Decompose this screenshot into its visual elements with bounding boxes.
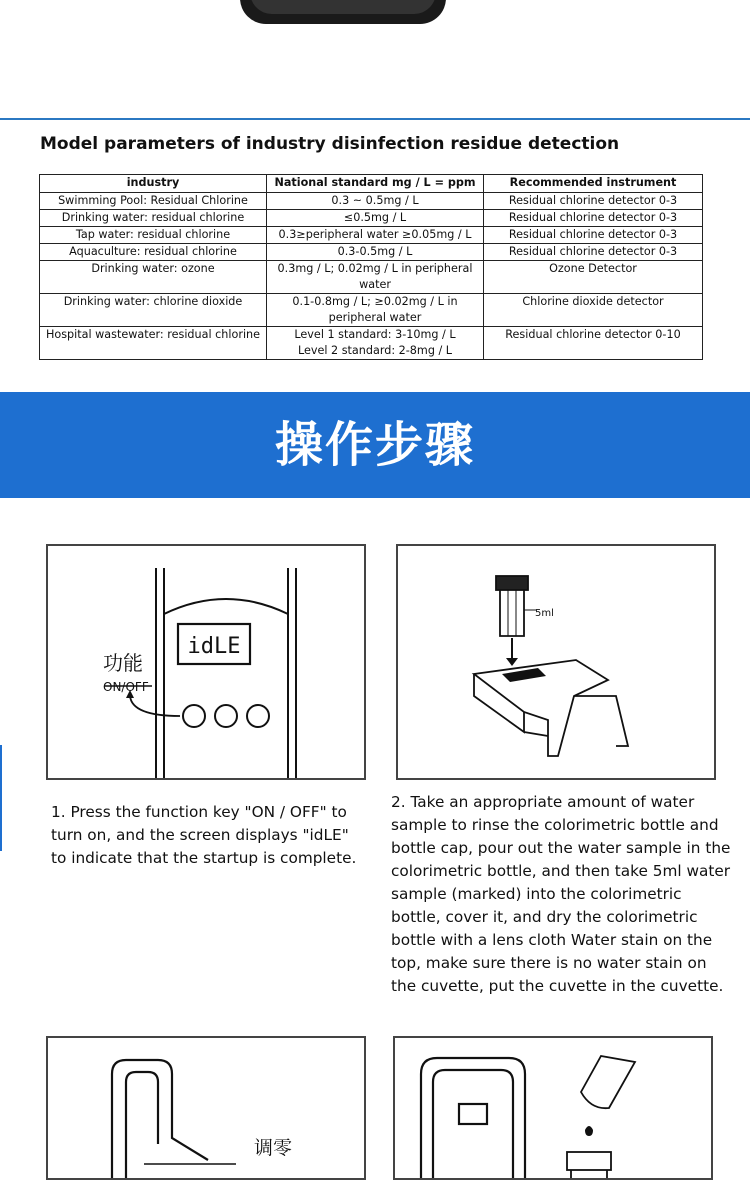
table-cell: Chlorine dioxide detector <box>484 294 703 327</box>
meter-power-on-illustration <box>48 546 364 778</box>
table-cell: 0.3 ~ 0.5mg / L <box>267 193 484 210</box>
parameters-table <box>39 174 703 360</box>
table-cell: Drinking water: ozone <box>40 261 267 294</box>
section-divider <box>0 118 750 120</box>
table-cell: Tap water: residual chlorine <box>40 227 267 244</box>
table-cell: 0.3mg / L; 0.02mg / L in peripheral water <box>267 261 484 294</box>
table-cell: Residual chlorine detector 0-3 <box>484 244 703 261</box>
table-cell: Residual chlorine detector 0-3 <box>484 227 703 244</box>
step-1-illustration <box>46 544 366 780</box>
step-2-illustration <box>396 544 716 780</box>
step-4-illustration <box>393 1036 713 1180</box>
table-header-row <box>40 175 703 193</box>
table-cell: Swimming Pool: Residual Chlorine <box>40 193 267 210</box>
zero-label-cn: 调零 <box>254 1137 293 1159</box>
table-cell: 0.3≥peripheral water ≥0.05mg / L <box>267 227 484 244</box>
column-header-instrument: Recommended instrument <box>484 175 703 193</box>
cuvette-insertion-illustration <box>398 546 714 778</box>
table-cell: Ozone Detector <box>484 261 703 294</box>
table-row <box>40 227 703 244</box>
table-cell: Residual chlorine detector 0-10 <box>484 327 703 360</box>
table-cell: Residual chlorine detector 0-3 <box>484 193 703 210</box>
table-cell: Drinking water: residual chlorine <box>40 210 267 227</box>
table-cell: Residual chlorine detector 0-3 <box>484 210 703 227</box>
table-cell: Drinking water: chlorine dioxide <box>40 294 267 327</box>
step-2-description: 2. Take an appropriate amount of water sample to rinse the colorimetric bottle and bottle cap, pour out the water sample in the colorimetric bottle, and then take 5ml water sample (marked) into the colorimetric bottle, cover it, and dry the colorimetric bottle with a lens cloth Water stain on the top, make sure there is no water stain on the cuvette, put the cuvette in the cuvette. <box>391 793 731 995</box>
table-cell: Hospital wastewater: residual chlorine <box>40 327 267 360</box>
reagent-addition-illustration <box>395 1038 711 1178</box>
table-row <box>40 261 703 294</box>
table-cell: 0.3-0.5mg / L <box>267 244 484 261</box>
step-1-description: 1. Press the function key "ON / OFF" to turn on, and the screen displays "idLE" to indicate that the startup is complete. <box>51 803 357 867</box>
function-key-label-cn: 功能 <box>103 651 143 675</box>
device-bottom-edge-inner <box>250 0 436 14</box>
table-cell: 0.1-0.8mg / L; ≥0.02mg / L in peripheral water <box>267 294 484 327</box>
edge-accent <box>0 745 2 851</box>
table-cell: ≤0.5mg / L <box>267 210 484 227</box>
step-3-illustration <box>46 1036 366 1180</box>
table-row <box>40 193 703 210</box>
function-key-label-en: ON/OFF <box>103 680 149 694</box>
screen-readout: idLE <box>187 634 241 659</box>
table-cell: Aquaculture: residual chlorine <box>40 244 267 261</box>
volume-mark-label: 5ml <box>535 608 554 619</box>
table-row <box>40 210 703 227</box>
table-title: Model parameters of industry disinfection residue detection <box>40 134 620 154</box>
zero-calibration-illustration <box>48 1038 364 1178</box>
table-row <box>40 327 703 360</box>
table-row <box>40 244 703 261</box>
column-header-industry: industry <box>40 175 267 193</box>
banner-title: 操作步骤 <box>274 417 475 473</box>
column-header-standard: National standard mg / L = ppm <box>267 175 484 193</box>
table-row <box>40 294 703 327</box>
table-cell: Level 1 standard: 3-10mg / L Level 2 standard: 2-8mg / L <box>267 327 484 360</box>
